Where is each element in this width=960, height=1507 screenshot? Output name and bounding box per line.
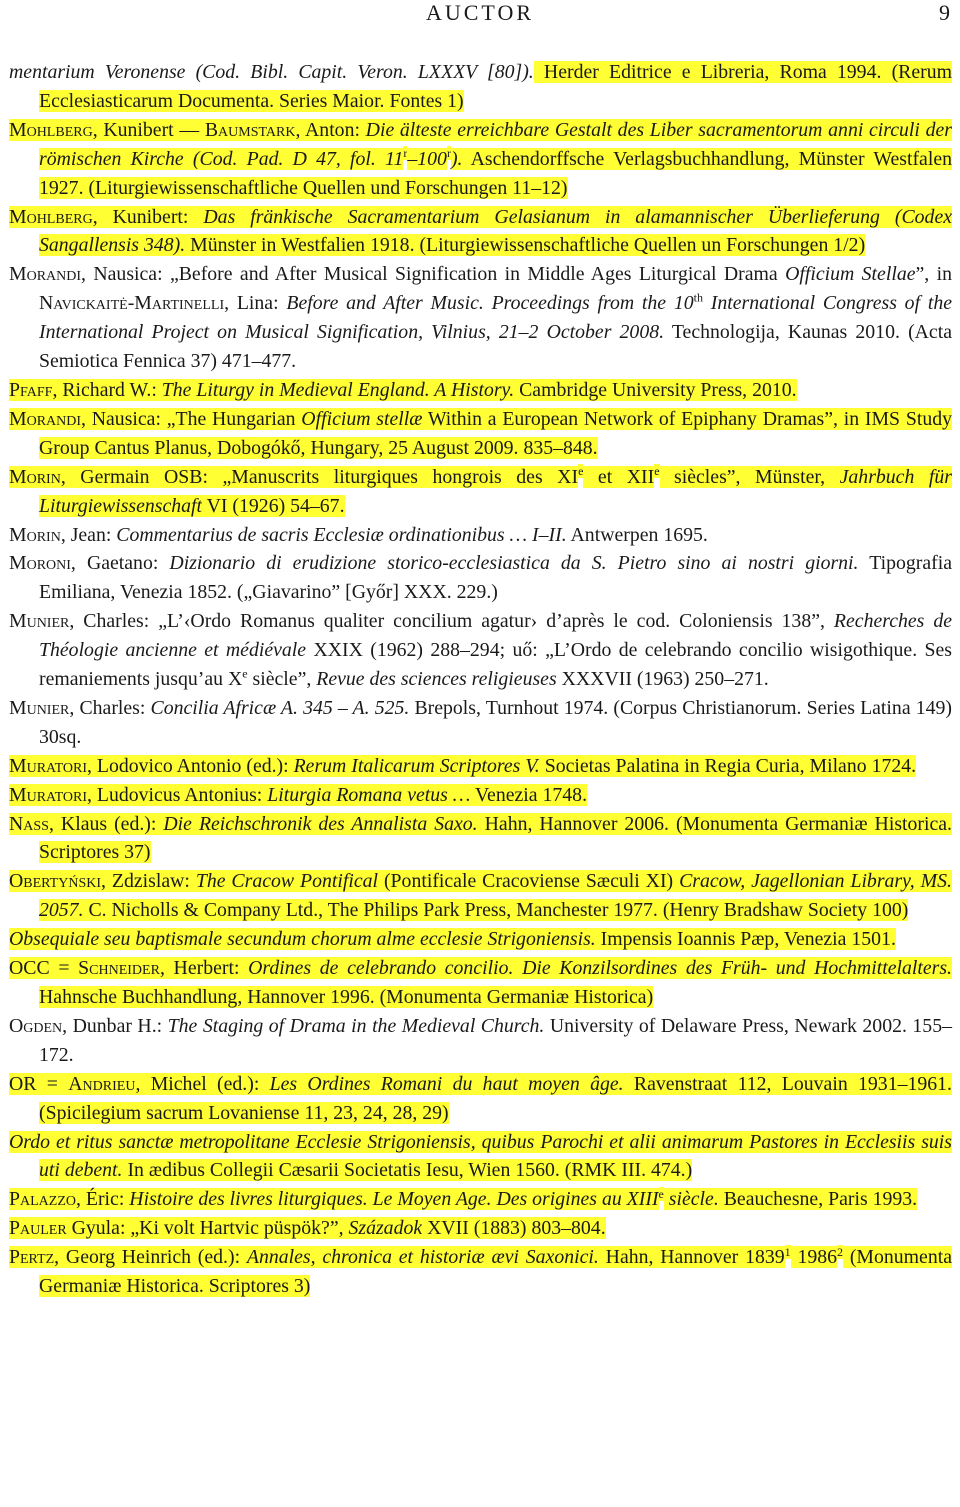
entry-text: et XII bbox=[583, 465, 655, 488]
work-title: Les Ordines Romani du haut moyen âge. bbox=[269, 1072, 624, 1095]
superscript: 2 bbox=[837, 1244, 844, 1259]
author-name: Morin bbox=[9, 523, 61, 546]
bibliography-entry bbox=[9, 954, 952, 1012]
author-name: Muratori bbox=[9, 754, 88, 777]
superscript: e bbox=[654, 464, 660, 479]
entry-text: , Charles: bbox=[69, 696, 151, 719]
page-number: 9 bbox=[939, 0, 950, 25]
entry-text: XVII (1883) 803–804. bbox=[422, 1217, 606, 1240]
bibliography-entry bbox=[9, 376, 952, 405]
author-name: Palazzo bbox=[9, 1188, 76, 1211]
bibliography-entry bbox=[9, 549, 952, 607]
work-title: Ordines de celebrando concilio. Die Konzilsordines des Früh- und Hochmittelalters. bbox=[248, 957, 952, 980]
bibliography-entry bbox=[9, 58, 952, 116]
author-name: Mohlberg bbox=[9, 118, 93, 141]
superscript: e bbox=[242, 666, 248, 681]
work-title: Cracow, Jagellonian Library, MS. 2057. bbox=[39, 870, 952, 922]
entry-text: Gyula: „Ki volt Hartvic püspök?”, bbox=[66, 1217, 349, 1240]
entry-text: Herder Editrice e Libreria, Roma 1994. (Rerum Ecclesiasticarum Documenta. Series Maior. Fontes 1) bbox=[39, 61, 952, 112]
entry-text: , Richard W.: bbox=[52, 378, 162, 401]
author-name: Morandi bbox=[9, 407, 82, 430]
superscript: e bbox=[658, 1186, 664, 1201]
work-title: Officium Stellae bbox=[785, 263, 916, 286]
work-title: Liturgia Romana vetus … bbox=[267, 783, 471, 806]
bibliography-entry bbox=[9, 694, 952, 752]
author-name: Pfaff bbox=[9, 378, 53, 401]
entry-text: Aschendorffsche Verlagsbuchhandlung, Münster Westfalen 1927. (Liturgiewissenschaftliche Quellen und Forschungen 11–12) bbox=[39, 147, 952, 199]
entry-text: , Éric: bbox=[76, 1188, 130, 1211]
entry-text: , Nausica: „The Hungarian bbox=[81, 407, 302, 430]
author-name: Pauler bbox=[9, 1217, 67, 1240]
work-title: Die älteste erreichbare Gestalt des Liber sacramentorum anni circuli der römischen Kirche (Cod. Pad. D 47, fol. 11 bbox=[39, 118, 952, 170]
entry-text: Societas Palatina in Regia Curia, Milano 1724. bbox=[539, 754, 917, 777]
bibliography-entry bbox=[9, 781, 952, 810]
entry-text: (Monumenta Germaniæ Historica. Scriptores 3) bbox=[39, 1246, 953, 1298]
bibliography-entry bbox=[9, 925, 952, 954]
entry-text: , Michel (ed.): bbox=[135, 1072, 270, 1095]
entry-text: , Kunibert — bbox=[92, 118, 205, 141]
work-title: Obsequiale seu baptismale secundum chorum alme ecclesie Strigoniensis. bbox=[9, 928, 596, 951]
work-title: Das fränkische Sacramentarium Gelasianum in alamannischer Überlieferung (Codex Sangallensis 348). bbox=[39, 205, 953, 257]
entry-text: (Pontificale Cracoviense Sæculi XI) bbox=[378, 870, 680, 893]
bibliography-list bbox=[9, 58, 952, 1301]
work-title: –100 bbox=[407, 147, 447, 170]
entry-text: Beauchesne, Paris 1993. bbox=[718, 1188, 918, 1211]
entry-text: XXXVII (1963) 250–271. bbox=[556, 668, 769, 691]
entry-text: 1986 bbox=[790, 1246, 838, 1269]
work-title: Commentarius de sacris Ecclesiæ ordinationibus … I–II. bbox=[116, 523, 567, 546]
entry-text: Tipografia Emiliana, Venezia 1852. („Giavarino” [Győr] XXX. 229.) bbox=[39, 552, 952, 604]
author-name: Moroni bbox=[9, 552, 71, 575]
bibliography-entry bbox=[9, 867, 952, 925]
entry-text: VI (1926) 54–67. bbox=[202, 494, 345, 517]
entry-text: University of Delaware Press, Newark 2002. 155–172. bbox=[39, 1014, 952, 1066]
work-title: International Congress of the International Project on Musical Signification, Vilnius, 21–2 October 2008. bbox=[39, 292, 952, 344]
entry-text: , Ludovicus Antonius: bbox=[87, 783, 268, 806]
entry-text: Within a European Network of Epiphany Dramas”, in IMS Study Group Cantus Planus, Dobogókő, Hungary, 25 August 2009. 835–848. bbox=[39, 407, 952, 459]
work-title: Ordo et ritus sanctæ metropolitane Ecclesie Strigoniensis, quibus Parochi et alii animarum Pastores in Ecclesiis suis uti debent. bbox=[9, 1130, 952, 1182]
entry-text: , Herbert: bbox=[159, 957, 249, 980]
bibliography-entry bbox=[9, 463, 952, 521]
page-header bbox=[0, 0, 960, 30]
entry-text: , Charles: „L’‹Ordo Romanus qualiter concilium agatur› d’après le cod. Coloniensis 138”, bbox=[69, 610, 834, 633]
entry-text: Hahn, Hannover 2006. (Monumenta Germaniæ Historica. Scriptores 37) bbox=[39, 812, 952, 864]
entry-text: siècle”, bbox=[247, 668, 317, 691]
author-name: Ogden bbox=[9, 1014, 63, 1037]
bibliography-entry bbox=[9, 521, 952, 550]
work-title: Officium stellæ bbox=[301, 407, 423, 430]
entry-text: , Klaus (ed.): bbox=[48, 812, 164, 835]
entry-text: , Lina: bbox=[224, 292, 287, 315]
superscript: r bbox=[446, 146, 451, 161]
entry-text: Münster in Westfalien 1918. (Liturgiewissenschaftliche Quellen un Forschungen 1/2) bbox=[185, 234, 866, 257]
entry-text: Impensis Ioannis Pæp, Venezia 1501. bbox=[595, 928, 896, 951]
author-name: Baumstark bbox=[204, 118, 296, 141]
superscript: 1 bbox=[784, 1244, 791, 1259]
author-name: Munier bbox=[9, 610, 70, 633]
entry-text: , Lodovico Antonio (ed.): bbox=[87, 754, 294, 777]
author-name: Morin bbox=[9, 465, 61, 488]
work-title: Revue des sciences religieuses bbox=[316, 668, 557, 691]
entry-text: Venezia 1748. bbox=[470, 783, 588, 806]
entry-text: , Germain OSB: „Manuscrits liturgiques hongrois des XI bbox=[60, 465, 579, 488]
work-title: Dizionario di erudizione storico-ecclesiastica da S. Pietro sino ai nostri giorni. bbox=[169, 552, 859, 575]
bibliography-entry bbox=[9, 1070, 952, 1128]
entry-text: Brepols, Turnhout 1974. (Corpus Christianorum. Series Latina 149) 30sq. bbox=[39, 696, 952, 748]
work-title: Recherches de Théologie ancienne et médiévale bbox=[39, 610, 952, 662]
work-title: ). bbox=[450, 147, 463, 170]
work-title: Before and After Music. Proceedings from the 10 bbox=[286, 292, 694, 315]
superscript: r bbox=[403, 146, 408, 161]
work-title: The Cracow Pontifical bbox=[195, 870, 379, 893]
bibliography-entry bbox=[9, 1128, 952, 1186]
entry-text: siècles”, Münster, bbox=[659, 465, 840, 488]
running-title: AUCTOR bbox=[425, 0, 535, 25]
entry-text: , Georg Heinrich (ed.): bbox=[54, 1246, 247, 1269]
entry-text: ”, in bbox=[915, 263, 952, 286]
bibliography-entry bbox=[9, 607, 952, 694]
author-name: Munier bbox=[9, 696, 70, 719]
bibliography-entry bbox=[9, 116, 952, 203]
bibliography-entry bbox=[9, 203, 952, 261]
bibliography-entry bbox=[9, 1012, 952, 1070]
work-title: mentarium Veronense (Cod. Bibl. Capit. Veron. LXXXV [80]). bbox=[9, 61, 534, 83]
bibliography-entry bbox=[9, 405, 952, 463]
author-name: Pertz bbox=[9, 1246, 55, 1269]
entry-text: In ædibus Collegii Cæsarii Societatis Iesu, Wien 1560. (RMK III. 474.) bbox=[122, 1159, 693, 1182]
bibliography-entry bbox=[9, 260, 952, 376]
entry-text: Hahnsche Buchhandlung, Hannover 1996. (Monumenta Germaniæ Historica) bbox=[39, 986, 654, 1008]
author-name: Nass bbox=[9, 812, 49, 835]
author-name: Morandi bbox=[9, 263, 82, 286]
work-title: The Liturgy in Medieval England. A History. bbox=[161, 378, 515, 401]
entry-text: , Nausica: „Before and After Musical Signification in Middle Ages Liturgical Drama bbox=[81, 263, 786, 286]
bibliography-entry bbox=[9, 752, 952, 781]
work-title: siècle. bbox=[663, 1188, 719, 1211]
entry-text: Antwerpen 1695. bbox=[566, 523, 708, 546]
author-name: Mohlberg bbox=[9, 205, 93, 228]
work-title: Die Reichschronik des Annalista Saxo. bbox=[163, 812, 478, 835]
entry-text: , Anton: bbox=[295, 118, 366, 141]
author-name: Andrieu bbox=[68, 1072, 136, 1095]
work-title: The Staging of Drama in the Medieval Church. bbox=[167, 1014, 545, 1037]
work-title: Concilia Africæ A. 345 – A. 525. bbox=[150, 696, 410, 719]
entry-text: Ravenstraat 112, Louvain 1931–1961. (Spicilegium sacrum Lovaniense 11, 23, 24, 28, 29) bbox=[39, 1072, 952, 1124]
entry-text: XXIX (1962) 288–294; uő: „L’Ordo de celebrando concilio wisigothique. Ses remaniements jusqu’au X bbox=[39, 639, 952, 691]
entry-text: Hahn, Hannover 1839 bbox=[598, 1246, 785, 1269]
entry-text: Cambridge University Press, 2010. bbox=[514, 378, 797, 401]
author-name: Obertyński bbox=[9, 870, 102, 893]
entry-text: Technologija, Kaunas 2010. (Acta Semiotica Fennica 37) 471–477. bbox=[39, 321, 952, 373]
entry-text: OCC = bbox=[9, 957, 79, 980]
bibliography-entry bbox=[9, 1214, 952, 1243]
superscript: th bbox=[693, 290, 703, 305]
superscript: e bbox=[578, 464, 584, 479]
entry-text: , Zdzislaw: bbox=[101, 870, 196, 893]
entry-text: OR = bbox=[9, 1072, 69, 1095]
entry-text: , Jean: bbox=[60, 523, 117, 546]
entry-text: , Kunibert: bbox=[92, 205, 204, 228]
entry-text: , Dunbar H.: bbox=[62, 1014, 168, 1037]
work-title: Annales, chronica et historiæ ævi Saxonici. bbox=[246, 1246, 599, 1269]
author-name: Muratori bbox=[9, 783, 88, 806]
work-title: Histoire des livres liturgiques. Le Moyen Age. Des origines au XIII bbox=[129, 1188, 659, 1211]
entry-text: C. Nicholls & Company Ltd., The Philips Park Press, Manchester 1977. (Henry Bradshaw Society 100) bbox=[83, 899, 909, 922]
entry-text: , Gaetano: bbox=[70, 552, 170, 575]
author-name: Navickaitė-Martinelli bbox=[39, 292, 225, 315]
bibliography-entry bbox=[9, 1185, 952, 1214]
work-title: Századok bbox=[348, 1217, 423, 1240]
bibliography-entry bbox=[9, 1243, 952, 1301]
bibliography-entry bbox=[9, 810, 952, 868]
work-title: Rerum Italicarum Scriptores V. bbox=[293, 754, 540, 777]
work-title: Jahrbuch für Liturgiewissenschaft bbox=[39, 465, 952, 517]
author-name: Schneider bbox=[78, 957, 160, 980]
